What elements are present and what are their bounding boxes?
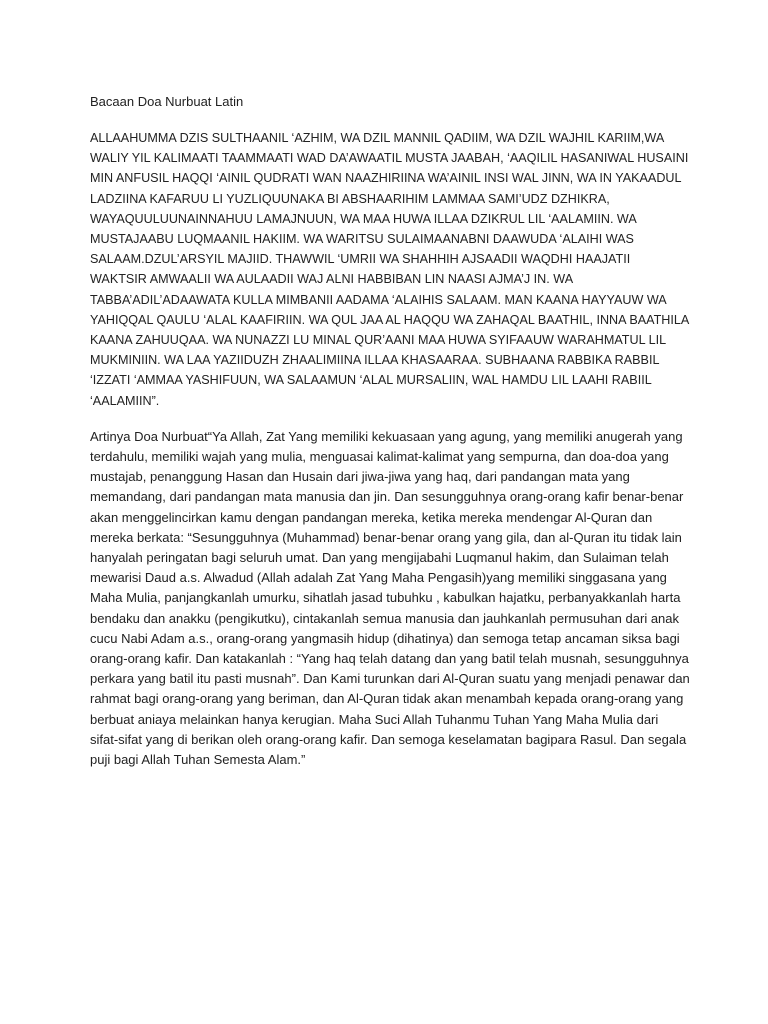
latin-prayer-paragraph: ALLAAHUMMA DZIS SULTHAANIL ‘AZHIM, WA DZIL MANNIL QADIIM, WA DZIL WAJHIL KARIIM,WA WALIY YIL KALIMAATI TAAMMAATI WAD DA’AWAATIL MUSTA JAABAH, ‘AAQILIL HASANIWAL HUSAINI MIN ANFUSIL HAQQI ‘AINIL QUDRATI WAN NAAZHIRIINA WA’AINIL INSI WAL JINN, WA IN YAKAADUL LADZIINA KAFARUU LI YUZLIQUUNAKA BI ABSHAARIHIM LAMMAA SAMI’UDZ DZHIKRA, WAYAQUULUUNAINNAHUU LAMAJNUUN, WA MAA HUWA ILLAA DZIKRUL LIL ‘AALAMIIN. WA MUSTAJAABU LUQMAANIL HAKIIM. WA WARITSU SULAIMAANABNI DAAWUDA ‘ALAIHI WAS SALAAM.DZUL’ARSYIL MAJIID. THAWWIL ‘UMRII WA SHAHHIH AJSAADII WAQDHI HAAJATII WAKTSIR AMWAALII WA AULAADII WAJ ALNI HABBIBAN LIN NAASI AJMA’J IN. WA TABBA’ADIL’ADAAWATA KULLA MIMBANII AADAMA ‘ALAIHIS SALAAM. MAN KAANA HAYYAUW WA YAHIQQAL QAULU ‘ALAL KAAFIRIIN. WA QUL JAA AL HAQQU WA ZAHAQAL BAATHIL, INNA BAATHILA KAANA ZAHUUQAA. WA NUNAZZI LU MINAL QUR’AANI MAA HUWA SYIFAAUW WARAHMATUL LIL MUKMINIIN. WA LAA YAZIIDUZH ZHAALIMIINA ILLAA KHASAARAA. SUBHAANA RABBIKA RABBIL ‘IZZATI ‘AMMAA YASHIFUUN, WA SALAAMUN ‘ALAL MURSALIIN, WAL HAMDU LIL LAAHI RABIIL ‘AALAMIIN”. <box>90 131 689 408</box>
translation-paragraph: Artinya Doa Nurbuat“Ya Allah, Zat Yang memiliki kekuasaan yang agung, yang memiliki anugerah yang terdahulu, memiliki wajah yang mulia, menguasai kalimat-kalimat yang sempurna, dan doa-doa yang mustajab, penanggung Hasan dan Husain dari jiwa-jiwa yang haq, dari pandangan mata yang memandang, dari pandangan mata manusia dan jin. Dan sesungguhnya orang-orang kafir benar-benar akan menggelincirkan kamu dengan pandangan mereka, ketika mereka mendengar Al-Quran dan mereka berkata: “Sesungguhnya (Muhammad) benar-benar orang yang gila, dan al-Quran itu tidak lain hanyalah peringatan bagi seluruh umat. Dan yang mengijabahi Luqmanul hakim, dan Sulaiman telah mewarisi Daud a.s. Alwadud (Allah adalah Zat Yang Maha Pengasih)yang memiliki singgasana yang Maha Mulia, panjangkanlah umurku, sihatlah jasad tubuhku , kabulkan hajatku, perbanyakkanlah harta bendaku dan anakku (pengikutku), cintakanlah semua manusia dan jauhkanlah permusuhan dari anak cucu Nabi Adam a.s., orang-orang yangmasih hidup (dihatinya) dan semoga tetap ancaman siksa bagi orang-orang kafir. Dan katakanlah : “Yang haq telah datang dan yang batil telah musnah, sesungguhnya perkara yang batil itu pasti musnah”. Dan Kami turunkan dari Al-Quran suatu yang menjadi penawar dan rahmat bagi orang-orang yang beriman, dan Al-Quran tidak akan menambah kepada orang-orang yang berbuat aniaya melainkan hanya kerugian. Maha Suci Allah Tuhanmu Tuhan Yang Maha Mulia dari sifat-sifat yang di berikan oleh orang-orang kafir. Dan semoga keselamatan bagipara Rasul. Dan segala puji bagi Allah Tuhan Semesta Alam.” <box>90 428 690 768</box>
document-title: Bacaan Doa Nurbuat Latin <box>90 94 244 109</box>
document-body <box>90 92 690 786</box>
